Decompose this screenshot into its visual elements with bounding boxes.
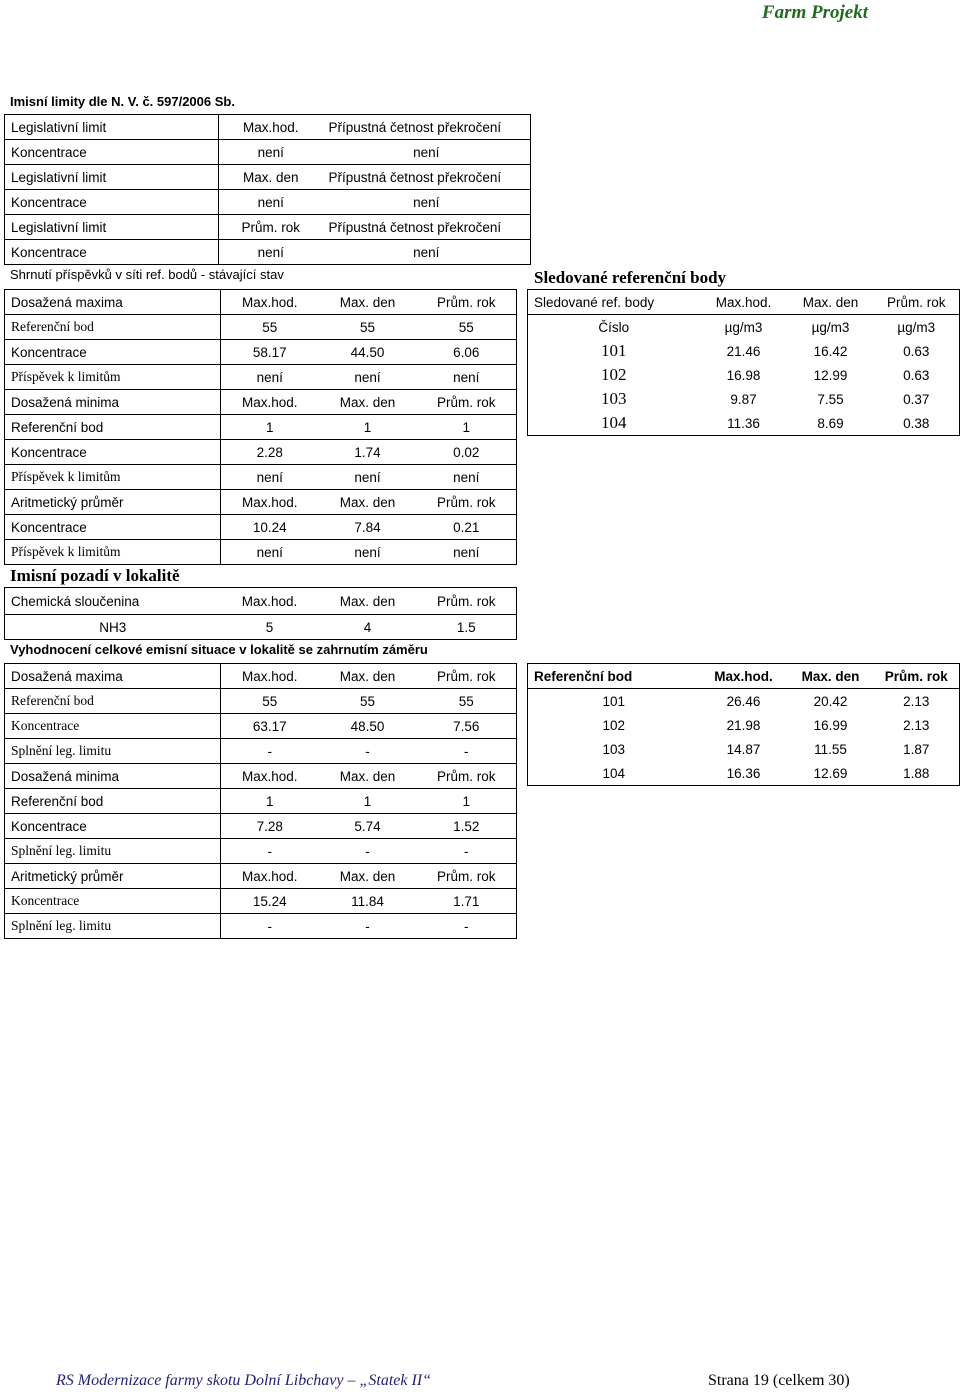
table-cell: Prům. rok — [874, 290, 960, 315]
table-cell: µg/m3 — [700, 315, 788, 340]
table-cell: Prům. rok — [417, 764, 517, 789]
table-cell: Koncentrace — [5, 814, 221, 839]
table-row — [528, 363, 960, 387]
table-cell: - — [417, 914, 517, 939]
table-cell: není — [219, 190, 323, 215]
table-cell: 4 — [319, 615, 417, 640]
table-cell: 55 — [417, 689, 517, 714]
table-cell: Referenční bod — [5, 689, 221, 714]
table-cell: 1.88 — [874, 761, 960, 786]
table-row — [5, 340, 517, 365]
table-cell: 10.24 — [221, 515, 319, 540]
table-row — [5, 615, 517, 640]
table-cell: není — [319, 540, 417, 565]
table-cell: 9.87 — [730, 391, 757, 407]
table-cell: 55 — [319, 689, 417, 714]
table-row — [528, 713, 960, 737]
table-row — [5, 290, 517, 315]
table-cell: 103 — [528, 737, 700, 761]
table-cell: Max.hod. — [221, 864, 319, 889]
table-cell: Referenční bod — [5, 415, 221, 440]
table-cell: µg/m3 — [788, 315, 874, 340]
table-row — [5, 664, 517, 689]
table-row — [528, 387, 960, 411]
table-cell: Dosažená minima — [5, 390, 221, 415]
table-cell: - — [417, 739, 517, 764]
table-row — [5, 540, 517, 565]
limits-title: Imisní limity dle N. V. č. 597/2006 Sb. — [10, 94, 235, 109]
table-cell: není — [221, 465, 319, 490]
table-cell: Dosažená maxima — [5, 664, 221, 689]
table-row — [528, 411, 960, 436]
table-cell: Prům. rok — [874, 664, 960, 689]
table-row — [528, 290, 960, 315]
table-cell: 103 — [528, 387, 700, 411]
table-cell: není — [219, 240, 323, 265]
table-cell: 1 — [319, 789, 417, 814]
table-cell: Max.hod. — [219, 115, 323, 140]
table-cell: není — [323, 190, 531, 215]
table-cell: Legislativní limit — [5, 115, 219, 140]
table-cell: 11.55 — [814, 741, 847, 757]
table-cell: 0.21 — [417, 515, 517, 540]
table-cell: Příspěvek k limitům — [5, 465, 221, 490]
table-cell: Max.hod. — [221, 290, 319, 315]
table-cell: 14.87 — [726, 741, 761, 757]
table-cell: 48.50 — [319, 714, 417, 739]
table-row — [5, 764, 517, 789]
table-row — [5, 240, 531, 265]
table-cell: Max.hod. — [700, 664, 788, 689]
table-cell: - — [221, 739, 319, 764]
table-cell: není — [323, 140, 531, 165]
table-cell: 44.50 — [319, 340, 417, 365]
table-cell: Max.hod. — [221, 390, 319, 415]
table-cell: není — [319, 465, 417, 490]
table-cell: 11.84 — [319, 889, 417, 914]
table-cell: 101 — [528, 339, 700, 363]
table-cell: Přípustná četnost překročení — [323, 165, 531, 190]
table-row — [5, 415, 517, 440]
table-cell: Prům. rok — [417, 588, 517, 615]
table-cell: Přípustná četnost překročení — [323, 115, 531, 140]
table-cell: 0.37 — [874, 387, 960, 411]
table-row — [5, 588, 517, 615]
table-cell: - — [221, 914, 319, 939]
table-cell: Příspěvek k limitům — [5, 540, 221, 565]
table-cell: Koncentrace — [5, 190, 219, 215]
table-cell: 1.74 — [319, 440, 417, 465]
background-table — [4, 587, 517, 640]
table-cell: Splnění leg. limitu — [5, 839, 221, 864]
table-row — [5, 140, 531, 165]
table-row — [5, 315, 517, 340]
footer-project: RS Modernizace farmy skotu Dolní Libchavy – „Statek II“ — [56, 1372, 432, 1389]
table-cell: 7.55 — [817, 391, 844, 407]
table-cell: Max. den — [219, 165, 323, 190]
monitored-table — [527, 289, 960, 436]
table-cell: Koncentrace — [5, 515, 221, 540]
table-cell: Max. den — [319, 764, 417, 789]
table-cell: Aritmetický průměr — [5, 490, 221, 515]
table-cell: není — [319, 365, 417, 390]
table-cell: 104 — [528, 761, 700, 786]
table-cell: Prům. rok — [219, 215, 323, 240]
table-cell: 16.42 — [813, 343, 848, 359]
table-cell: není — [417, 540, 517, 565]
table-cell: Max.hod. — [700, 290, 788, 315]
table-cell: Aritmetický průměr — [5, 864, 221, 889]
table-cell: Max.hod. — [221, 490, 319, 515]
table-cell: 101 — [528, 689, 700, 714]
table-cell: Prům. rok — [417, 490, 517, 515]
table-cell: 7.84 — [319, 515, 417, 540]
table-cell: 1 — [221, 415, 319, 440]
table-cell: Max.hod. — [221, 764, 319, 789]
table-cell: 21.46 — [726, 343, 761, 359]
table-cell: - — [319, 839, 417, 864]
table-row — [5, 215, 531, 240]
table-row — [5, 864, 517, 889]
table-cell: Dosažená minima — [5, 764, 221, 789]
table-cell: není — [221, 540, 319, 565]
table-cell: 7.28 — [221, 814, 319, 839]
table-cell: 11.36 — [700, 411, 788, 436]
table-row — [528, 315, 960, 340]
table-row — [5, 789, 517, 814]
table-cell: Prům. rok — [417, 390, 517, 415]
table-cell: 1 — [319, 415, 417, 440]
table-cell: není — [219, 140, 323, 165]
table-cell: 12.99 — [813, 367, 848, 383]
table-cell: Číslo — [528, 315, 700, 340]
table-cell: Prům. rok — [417, 290, 517, 315]
table-cell: 6.06 — [417, 340, 517, 365]
table-cell: NH3 — [5, 615, 221, 640]
table-cell: 0.63 — [874, 339, 960, 363]
table-row — [5, 914, 517, 939]
ref-points-table — [527, 663, 960, 786]
summary-table — [4, 289, 517, 565]
table-cell: 102 — [528, 363, 700, 387]
table-cell: 1 — [417, 789, 517, 814]
table-cell: Příspěvek k limitům — [5, 365, 221, 390]
table-cell: není — [417, 465, 517, 490]
table-cell: 16.99 — [813, 717, 848, 733]
table-cell: 5 — [221, 615, 319, 640]
table-cell: Koncentrace — [5, 240, 219, 265]
table-cell: Dosažená maxima — [5, 290, 221, 315]
table-cell: 102 — [528, 713, 700, 737]
table-row — [5, 190, 531, 215]
table-row — [528, 689, 960, 714]
table-cell: - — [319, 914, 417, 939]
summary-title: Shrnutí příspěvků v síti ref. bodů - stávající stav — [10, 267, 284, 282]
table-row — [5, 814, 517, 839]
table-cell: 58.17 — [221, 340, 319, 365]
table-cell: 0.63 — [874, 363, 960, 387]
table-cell: 15.24 — [221, 889, 319, 914]
table-row — [528, 761, 960, 786]
table-cell: 1.52 — [417, 814, 517, 839]
table-cell: Koncentrace — [5, 714, 221, 739]
table-cell: 1 — [417, 415, 517, 440]
table-row — [528, 737, 960, 761]
evaluation-table — [4, 663, 517, 939]
table-row — [5, 689, 517, 714]
table-cell: - — [417, 839, 517, 864]
table-cell: Max. den — [319, 588, 417, 615]
table-row — [5, 365, 517, 390]
table-row — [5, 515, 517, 540]
table-cell: 55 — [319, 315, 417, 340]
table-cell: Max. den — [319, 664, 417, 689]
background-title: Imisní pozadí v lokalitě — [10, 566, 180, 585]
table-cell: Max.hod. — [221, 664, 319, 689]
table-cell: není — [221, 365, 319, 390]
table-row — [5, 490, 517, 515]
table-cell: 63.17 — [221, 714, 319, 739]
table-cell: Splnění leg. limitu — [5, 739, 221, 764]
table-cell: 1.5 — [417, 615, 517, 640]
table-cell: 0.02 — [417, 440, 517, 465]
table-cell: Sledované ref. body — [528, 290, 700, 315]
table-row — [528, 339, 960, 363]
table-cell: 8.69 — [788, 411, 874, 436]
table-cell: Koncentrace — [5, 340, 221, 365]
table-cell: 0.38 — [874, 411, 960, 436]
footer-page: Strana 19 (celkem 30) — [708, 1372, 850, 1389]
table-cell: Legislativní limit — [5, 165, 219, 190]
table-row — [5, 839, 517, 864]
table-cell: Koncentrace — [5, 440, 221, 465]
table-cell: Max. den — [319, 390, 417, 415]
table-cell: Referenční bod — [528, 664, 700, 689]
table-cell: 5.74 — [319, 814, 417, 839]
table-cell: Max. den — [319, 490, 417, 515]
table-cell: Max. den — [319, 864, 417, 889]
table-cell: µg/m3 — [874, 315, 960, 340]
monitored-title: Sledované referenční body — [534, 268, 727, 287]
table-cell: 1 — [221, 789, 319, 814]
table-cell: Přípustná četnost překročení — [323, 215, 531, 240]
table-row — [5, 889, 517, 914]
table-row — [5, 165, 531, 190]
evaluation-title: Vyhodnocení celkové emisní situace v lokalitě se zahrnutím záměru — [10, 642, 428, 657]
table-row — [5, 115, 531, 140]
table-cell: - — [319, 739, 417, 764]
table-cell: Max.hod. — [221, 588, 319, 615]
table-cell: 20.42 — [788, 689, 874, 714]
table-cell: 55 — [417, 315, 517, 340]
table-row — [528, 664, 960, 689]
table-cell: 12.69 — [788, 761, 874, 786]
table-cell: 55 — [221, 689, 319, 714]
table-cell: 16.36 — [700, 761, 788, 786]
table-cell: Koncentrace — [5, 889, 221, 914]
table-row — [5, 739, 517, 764]
table-cell: Referenční bod — [5, 315, 221, 340]
table-cell: 7.56 — [417, 714, 517, 739]
table-cell: není — [417, 365, 517, 390]
limits-table — [4, 114, 531, 265]
table-cell: Max. den — [788, 290, 874, 315]
table-cell: Splnění leg. limitu — [5, 914, 221, 939]
table-cell: Max. den — [788, 664, 874, 689]
table-cell: 16.98 — [726, 367, 761, 383]
table-cell: Prům. rok — [417, 664, 517, 689]
table-row — [5, 714, 517, 739]
table-row — [5, 440, 517, 465]
table-cell: 2.28 — [221, 440, 319, 465]
table-cell: 1.87 — [874, 737, 960, 761]
table-cell: Legislativní limit — [5, 215, 219, 240]
table-cell: - — [221, 839, 319, 864]
table-cell: 2.13 — [874, 689, 960, 714]
table-cell: 2.13 — [874, 713, 960, 737]
table-cell: Koncentrace — [5, 140, 219, 165]
brand-title: Farm Projekt — [761, 2, 868, 23]
table-cell: 55 — [221, 315, 319, 340]
table-cell: 21.98 — [726, 717, 761, 733]
table-cell: 26.46 — [700, 689, 788, 714]
table-cell: Chemická sloučenina — [5, 588, 221, 615]
table-cell: 104 — [528, 411, 700, 436]
table-cell: není — [323, 240, 531, 265]
table-cell: Prům. rok — [417, 864, 517, 889]
table-row — [5, 390, 517, 415]
table-row — [5, 465, 517, 490]
table-cell: 1.71 — [417, 889, 517, 914]
table-cell: Max. den — [319, 290, 417, 315]
table-cell: Referenční bod — [5, 789, 221, 814]
